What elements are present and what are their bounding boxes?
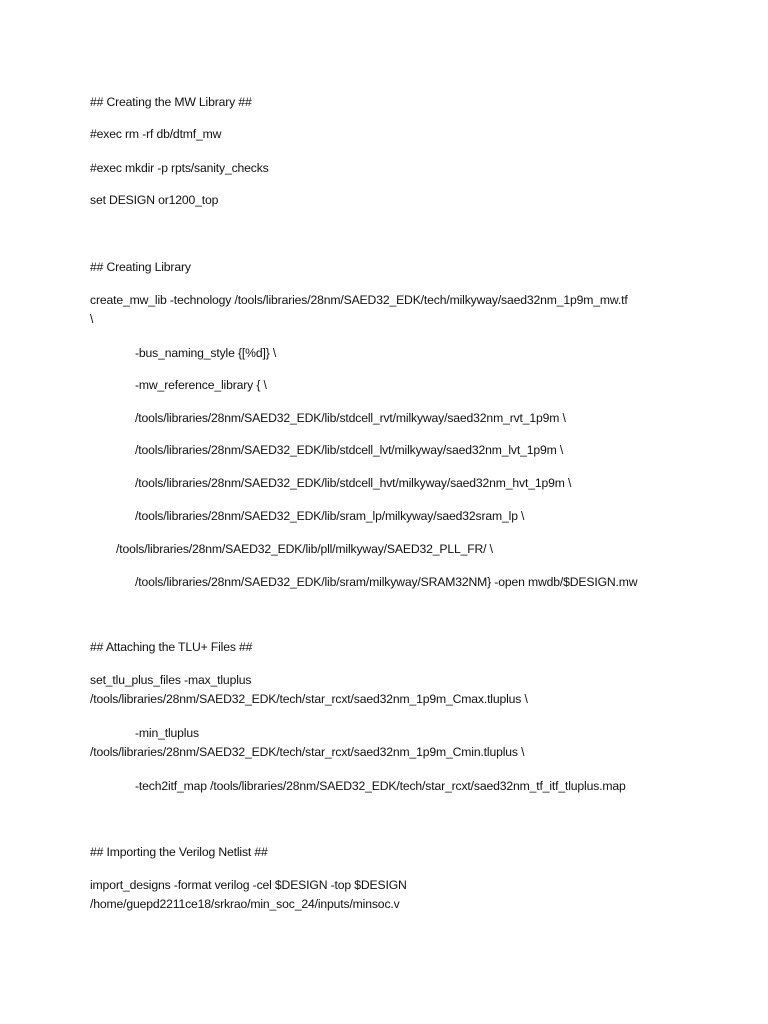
code-line: -min_tluplus bbox=[135, 726, 199, 740]
section-heading-verilog-netlist: ## Importing the Verilog Netlist ## bbox=[90, 845, 268, 859]
code-line: /tools/libraries/28nm/SAED32_EDK/lib/sram_lp/milkyway/saed32sram_lp \ bbox=[135, 509, 525, 523]
code-line: /tools/libraries/28nm/SAED32_EDK/lib/stdcell_lvt/milkyway/saed32nm_lvt_1p9m \ bbox=[135, 443, 564, 457]
code-line: /tools/libraries/28nm/SAED32_EDK/tech/star_rcxt/saed32nm_1p9m_Cmin.tluplus \ bbox=[90, 745, 525, 759]
code-line: /home/guepd2211ce18/srkrao/min_soc_24/inputs/minsoc.v bbox=[90, 897, 400, 911]
section-heading-mw-library: ## Creating the MW Library ## bbox=[90, 95, 252, 109]
code-line: /tools/libraries/28nm/SAED32_EDK/lib/sram/milkyway/SRAM32NM} -open mwdb/$DESIGN.mw bbox=[135, 575, 638, 589]
section-heading-tlu-files: ## Attaching the TLU+ Files ## bbox=[90, 640, 253, 654]
code-line: \ bbox=[90, 312, 94, 326]
code-line: -bus_naming_style {[%d]} \ bbox=[135, 346, 277, 360]
code-line: /tools/libraries/28nm/SAED32_EDK/lib/stdcell_hvt/milkyway/saed32nm_hvt_1p9m \ bbox=[135, 476, 572, 490]
code-line: set_tlu_plus_files -max_tluplus bbox=[90, 673, 252, 687]
code-line: /tools/libraries/28nm/SAED32_EDK/lib/pll/milkyway/SAED32_PLL_FR/ \ bbox=[116, 542, 493, 556]
section-heading-creating-library: ## Creating Library bbox=[90, 260, 191, 274]
code-line: import_designs -format verilog -cel $DESIGN -top $DESIGN bbox=[90, 878, 407, 892]
code-line: /tools/libraries/28nm/SAED32_EDK/lib/stdcell_rvt/milkyway/saed32nm_rvt_1p9m \ bbox=[135, 411, 566, 425]
code-line: create_mw_lib -technology /tools/libraries/28nm/SAED32_EDK/tech/milkyway/saed32nm_1p9m_mw.tf bbox=[90, 293, 628, 307]
code-line: #exec mkdir -p rpts/sanity_checks bbox=[90, 161, 269, 175]
code-line: -mw_reference_library { \ bbox=[135, 378, 267, 392]
code-line: /tools/libraries/28nm/SAED32_EDK/tech/star_rcxt/saed32nm_1p9m_Cmax.tluplus \ bbox=[90, 692, 528, 706]
code-line: #exec rm -rf db/dtmf_mw bbox=[90, 127, 222, 141]
code-line: -tech2itf_map /tools/libraries/28nm/SAED32_EDK/tech/star_rcxt/saed32nm_tf_itf_tluplus.map bbox=[135, 779, 626, 793]
code-line: set DESIGN or1200_top bbox=[90, 193, 219, 207]
